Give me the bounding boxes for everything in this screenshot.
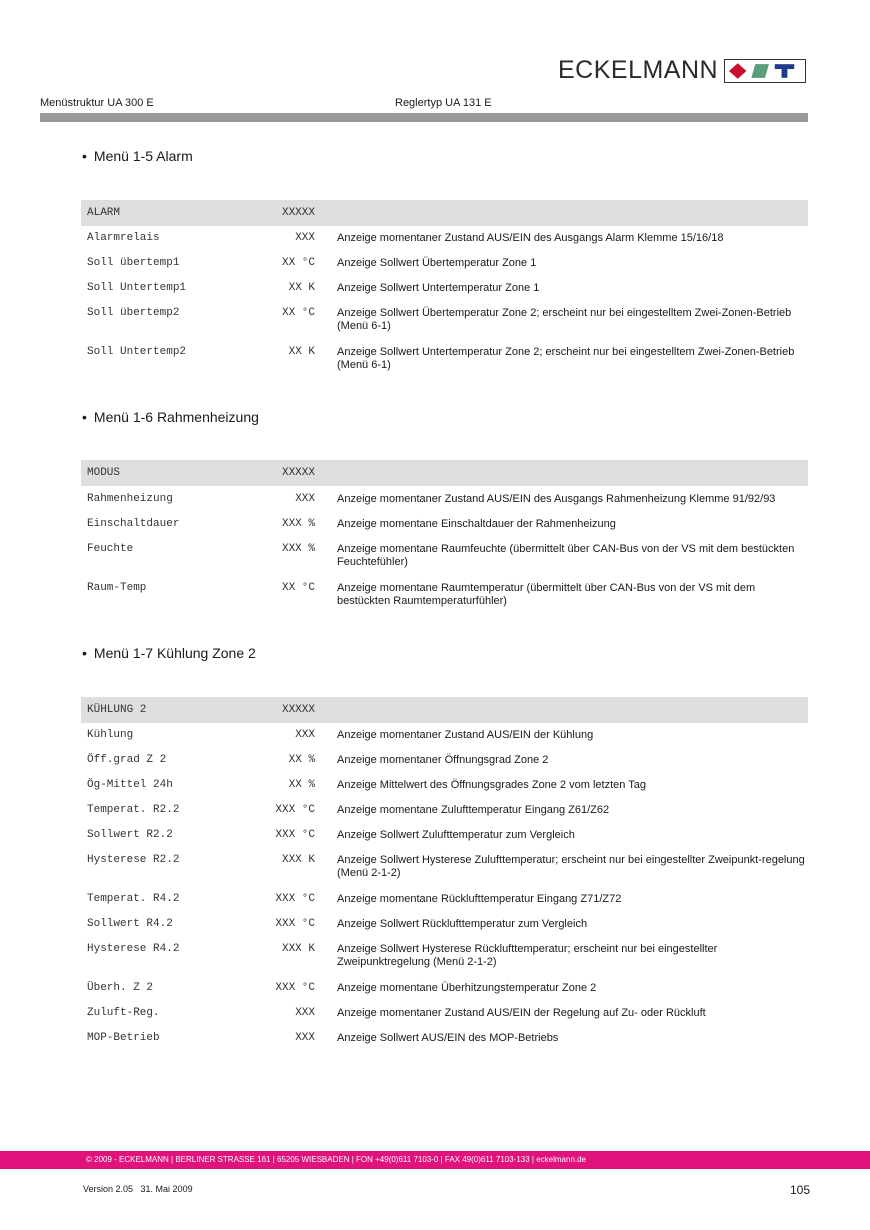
row-value: XX K bbox=[288, 282, 315, 294]
logo-wordmark: ECKELMANN bbox=[558, 56, 719, 84]
row-description: Anzeige momentaner Zustand AUS/EIN der Kühlung bbox=[337, 729, 594, 741]
row-description: Anzeige Sollwert Hysterese Rücklufttemperatur; erscheint nur bei eingestellter Zweipunktregelung (Menü 2-1-2) bbox=[337, 943, 718, 968]
row-description: Anzeige momentaner Zustand AUS/EIN der Regelung auf Zu- oder Rückluft bbox=[337, 1007, 706, 1019]
table-row bbox=[81, 232, 808, 257]
row-value: XXX K bbox=[281, 943, 315, 955]
header-value: XXXXX bbox=[281, 467, 315, 479]
row-value: XXX % bbox=[281, 518, 315, 530]
row-name: Sollwert R4.2 bbox=[87, 918, 173, 930]
row-name: Feuchte bbox=[87, 543, 134, 555]
row-description: Anzeige Sollwert Rücklufttemperatur zum Vergleich bbox=[337, 918, 588, 930]
row-value: XXX bbox=[295, 232, 315, 244]
table-row bbox=[81, 1032, 808, 1057]
row-value: XX °C bbox=[281, 582, 315, 594]
section-title-text: Menü 1-7 Kühlung Zone 2 bbox=[93, 645, 256, 661]
version-info: Version 2.05 31. Mai 2009 bbox=[83, 1184, 193, 1194]
row-value: XX % bbox=[288, 754, 315, 766]
row-name: Öff.grad Z 2 bbox=[87, 754, 167, 766]
header-name: KÜHLUNG 2 bbox=[87, 704, 147, 716]
row-description: Anzeige momentaner Zustand AUS/EIN des Ausgangs Rahmenheizung Klemme 91/92/93 bbox=[337, 493, 776, 505]
table-row bbox=[81, 854, 808, 893]
header-name: MODUS bbox=[87, 467, 121, 479]
row-value: XXX °C bbox=[275, 804, 315, 816]
table-header bbox=[81, 697, 808, 723]
row-description: Anzeige momentane Rücklufttemperatur Eingang Z71/Z72 bbox=[337, 893, 622, 905]
company-logo bbox=[558, 56, 806, 85]
section-title-text: Menü 1-5 Alarm bbox=[93, 148, 193, 164]
table-row bbox=[81, 779, 808, 804]
table-row bbox=[81, 1007, 808, 1032]
row-name: Einschaltdauer bbox=[87, 518, 180, 530]
table-row bbox=[81, 804, 808, 829]
row-name: Hysterese R2.2 bbox=[87, 854, 180, 866]
row-value: XXX bbox=[295, 493, 315, 505]
row-description: Anzeige Sollwert Zulufttemperatur zum Vergleich bbox=[337, 829, 575, 841]
header-divider bbox=[40, 113, 808, 122]
menu-table-alarm bbox=[81, 200, 808, 385]
header-controller-type: Reglertyp UA 131 E bbox=[395, 97, 492, 109]
row-name: Soll Untertemp2 bbox=[87, 346, 187, 358]
table-row bbox=[81, 257, 808, 282]
row-name: Kühlung bbox=[87, 729, 134, 741]
row-value: XXX °C bbox=[275, 829, 315, 841]
row-name: MOP-Betrieb bbox=[87, 1032, 160, 1044]
row-value: XX °C bbox=[281, 307, 315, 319]
table-row bbox=[81, 829, 808, 854]
section-title-alarm: • Menü 1-5 Alarm bbox=[82, 148, 193, 164]
row-name: Ög-Mittel 24h bbox=[87, 779, 173, 791]
menu-table-cooling-zone2 bbox=[81, 697, 808, 1057]
table-row bbox=[81, 729, 808, 754]
row-name: Raum-Temp bbox=[87, 582, 147, 594]
row-description: Anzeige momentane Zulufttemperatur Eingang Z61/Z62 bbox=[337, 804, 610, 816]
row-value: XXX bbox=[295, 1032, 315, 1044]
table-row bbox=[81, 582, 808, 621]
row-description: Anzeige momentane Raumtemperatur (übermittelt über CAN-Bus von der VS mit dem bestückten Raumtemperaturfühler) bbox=[337, 582, 756, 607]
header-name: ALARM bbox=[87, 207, 121, 219]
row-name: Temperat. R4.2 bbox=[87, 893, 180, 905]
row-name: Hysterese R4.2 bbox=[87, 943, 180, 955]
row-value: XX % bbox=[288, 779, 315, 791]
table-row bbox=[81, 543, 808, 582]
section-title-cooling-zone2: • Menü 1-7 Kühlung Zone 2 bbox=[82, 645, 256, 661]
table-row bbox=[81, 893, 808, 918]
row-description: Anzeige Sollwert AUS/EIN des MOP-Betriebs bbox=[337, 1032, 559, 1044]
row-name: Sollwert R2.2 bbox=[87, 829, 173, 841]
header-document-title: Menüstruktur UA 300 E bbox=[40, 97, 154, 109]
logo-mark-icon bbox=[724, 59, 806, 83]
header-value: XXXXX bbox=[281, 704, 315, 716]
table-row bbox=[81, 518, 808, 543]
row-value: XXX °C bbox=[275, 918, 315, 930]
row-description: Anzeige momentane Raumfeuchte (übermittelt über CAN-Bus von der VS mit dem bestückten Feuchtefühler) bbox=[337, 543, 795, 568]
row-value: XXX bbox=[295, 729, 315, 741]
row-value: XXX °C bbox=[275, 893, 315, 905]
row-value: XXX bbox=[295, 1007, 315, 1019]
table-header bbox=[81, 200, 808, 226]
table-row bbox=[81, 918, 808, 943]
table-row bbox=[81, 307, 808, 346]
row-name: Überh. Z 2 bbox=[87, 982, 154, 994]
row-name: Soll übertemp1 bbox=[87, 257, 180, 269]
table-row bbox=[81, 754, 808, 779]
section-title-frame-heating: • Menü 1-6 Rahmenheizung bbox=[82, 409, 259, 425]
row-name: Temperat. R2.2 bbox=[87, 804, 180, 816]
row-description: Anzeige Mittelwert des Öffnungsgrades Zone 2 vom letzten Tag bbox=[337, 779, 646, 791]
table-row bbox=[81, 282, 808, 307]
table-row bbox=[81, 346, 808, 385]
page-number: 105 bbox=[790, 1183, 811, 1197]
row-name: Zuluft-Reg. bbox=[87, 1007, 160, 1019]
row-name: Rahmenheizung bbox=[87, 493, 173, 505]
table-row bbox=[81, 982, 808, 1007]
row-description: Anzeige Sollwert Übertemperatur Zone 1 bbox=[337, 257, 537, 269]
menu-table-frame-heating bbox=[81, 460, 808, 621]
row-description: Anzeige Sollwert Hysterese Zulufttemperatur; erscheint nur bei eingestellter Zweipunkt-regelung (Menü 2-1-2) bbox=[337, 854, 805, 879]
row-name: Soll Untertemp1 bbox=[87, 282, 187, 294]
table-header bbox=[81, 460, 808, 486]
row-description: Anzeige momentane Einschaltdauer der Rahmenheizung bbox=[337, 518, 616, 530]
table-row bbox=[81, 943, 808, 982]
row-value: XXX °C bbox=[275, 982, 315, 994]
row-value: XX K bbox=[288, 346, 315, 358]
row-name: Alarmrelais bbox=[87, 232, 160, 244]
row-description: Anzeige Sollwert Übertemperatur Zone 2; erscheint nur bei eingestelltem Zwei-Zonen-Betrieb (Menü 6-1) bbox=[337, 307, 792, 332]
row-description: Anzeige Sollwert Untertemperatur Zone 1 bbox=[337, 282, 540, 294]
row-description: Anzeige momentaner Zustand AUS/EIN des Ausgangs Alarm Klemme 15/16/18 bbox=[337, 232, 724, 244]
row-value: XXX % bbox=[281, 543, 315, 555]
section-title-text: Menü 1-6 Rahmenheizung bbox=[93, 409, 259, 425]
row-description: Anzeige Sollwert Untertemperatur Zone 2; erscheint nur bei eingestelltem Zwei-Zonen-Betrieb (Menü 6-1) bbox=[337, 346, 795, 371]
footer-contact: © 2009 - ECKELMANN | BERLINER STRASSE 161 | 65205 WIESBADEN | FON +49(0)611 7103-0 | FAX 49(0)611 7103-133 | eckelmann.de bbox=[86, 1155, 587, 1164]
row-value: XXX K bbox=[281, 854, 315, 866]
row-value: XX °C bbox=[281, 257, 315, 269]
row-description: Anzeige momentane Überhitzungstemperatur Zone 2 bbox=[337, 982, 597, 994]
table-row bbox=[81, 493, 808, 518]
row-description: Anzeige momentaner Öffnungsgrad Zone 2 bbox=[337, 754, 549, 766]
row-name: Soll übertemp2 bbox=[87, 307, 180, 319]
header-value: XXXXX bbox=[281, 207, 315, 219]
